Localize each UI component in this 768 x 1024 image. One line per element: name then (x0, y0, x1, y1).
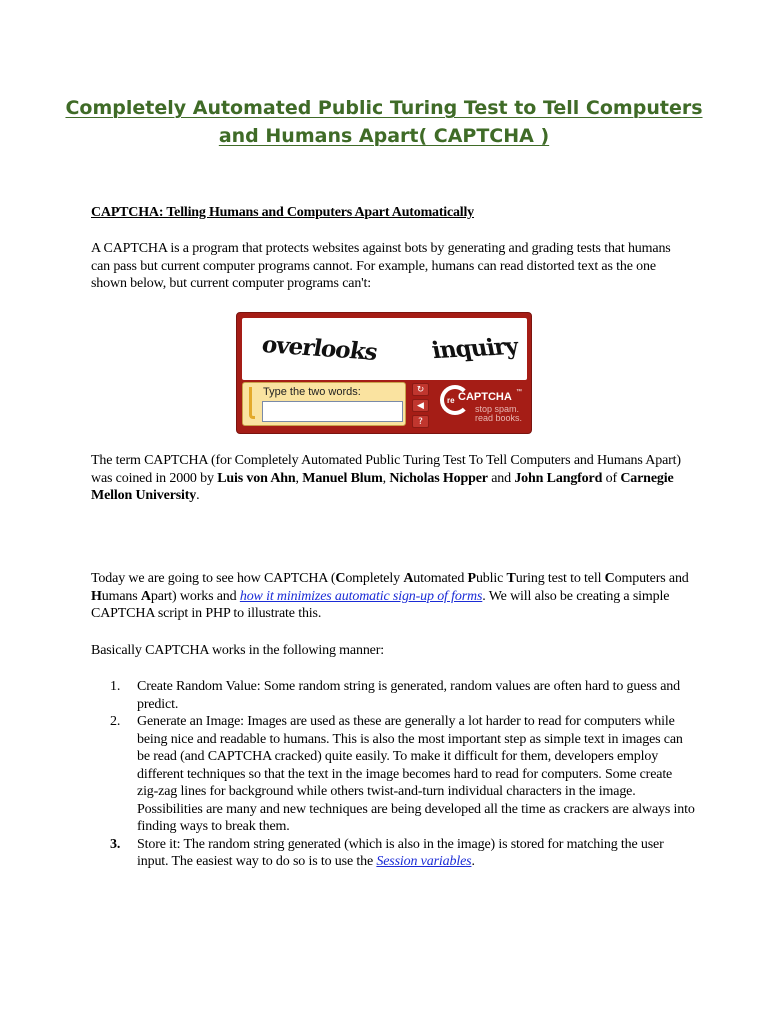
forms-link[interactable]: how it minimizes automatic sign-up of forms (239, 588, 483, 604)
page-title (60, 94, 708, 150)
tagline-line-1: stop spam. (475, 404, 520, 414)
coined-paragraph (91, 452, 691, 505)
section-heading: CAPTCHA: Telling Humans and Computers Apart Automatically (91, 205, 474, 220)
separator: , (382, 470, 390, 486)
list-item-text: Create Random Value: Some random string is generated, random values are often hard to guess and predict. (137, 679, 681, 712)
list-number: 1. (110, 679, 121, 694)
captcha-input-panel (242, 382, 406, 426)
today-text: uring test to tell (515, 571, 605, 586)
steps-list (110, 678, 695, 871)
today-text: utomated (413, 571, 468, 586)
list-item (110, 836, 695, 871)
list-number: 2. (110, 714, 121, 729)
list-number: 3. (110, 836, 121, 852)
logo-tagline (475, 405, 522, 423)
arrow-icon (249, 387, 255, 419)
basically-paragraph: Basically CAPTCHA works in the following manner: (91, 643, 384, 658)
acronym-letter: A (403, 571, 414, 586)
separator: of (602, 470, 621, 486)
captcha-word-1: overlooks (259, 331, 379, 366)
logo-name: CAPTCHA (458, 391, 512, 403)
separator: and (487, 470, 515, 486)
list-item-text: Generate an Image: Images are used as these are generally a lot harder to read for computers while being nice and readable to humans. This is also the most important step as simple text in images can be read (and CAPTCHA cracked) quite easily. To make it difficult for them, developers employ different techniques so that the text in the image becomes hard to read for computers. Some create zig-zag lines for background while others twist-and-turn individual characters in the image. Possibilities are many and new techniques are being developed all the time as crackers are always into finding ways to break them. (137, 714, 695, 834)
list-item (110, 713, 695, 836)
acronym-letter: C (604, 571, 615, 586)
today-text: . We will also be creating a simple CAPTCHA script in PHP to illustrate this. (91, 588, 670, 621)
intro-paragraph: A CAPTCHA is a program that protects websites against bots by generating and grading tests that humans can pass but current computer programs cannot. For example, humans can read distorted text as the one shown below, but current computer programs can't: (91, 241, 671, 291)
reload-icon[interactable]: ↻ (412, 383, 429, 396)
logo-trademark: ™ (516, 389, 522, 395)
captcha-image (242, 318, 527, 380)
title-line-1: Completely Automated Public Turing Test to Tell Computers (65, 97, 703, 119)
period: . (471, 854, 475, 869)
acronym-letter: P (467, 571, 476, 586)
session-variables-link[interactable]: Session variables (376, 854, 472, 869)
captcha-word-2: inquiry (429, 332, 521, 365)
person-name: John Langford (514, 470, 603, 486)
captcha-input-label: Type the two words: (263, 386, 361, 398)
person-name: Luis von Ahn (217, 470, 296, 486)
list-item (110, 678, 695, 713)
logo-re: re (447, 396, 455, 405)
acronym-letter: C (335, 571, 346, 586)
period: . (196, 488, 200, 503)
captcha-answer-input[interactable] (262, 401, 403, 422)
acronym-letter: T (506, 571, 516, 586)
today-text: Today we are going to see how CAPTCHA ( (91, 571, 336, 586)
person-name: Nicholas Hopper (389, 470, 488, 486)
acronym-letter: A (140, 588, 151, 604)
today-text: ompletely (345, 571, 404, 586)
organization-name: Carnegie Mellon University (91, 470, 674, 503)
tagline-line-2: read books. (475, 413, 523, 423)
coined-text: The term CAPTCHA (for Completely Automated Public Turing Test To Tell Computers and Humans Apart) was coined in 2000 by (91, 453, 681, 486)
list-item-text: Store it: The random string generated (which is also in the image) is stored for matching the user input. The easiest way to do so is to use the (137, 836, 664, 869)
recaptcha-widget (236, 312, 532, 434)
help-icon[interactable]: ? (412, 415, 429, 428)
today-text: umans (101, 588, 141, 604)
today-text: omputers and (614, 571, 689, 586)
today-text: ublic (475, 571, 507, 586)
title-line-2: and Humans Apart( CAPTCHA ) (218, 125, 550, 147)
separator: , (295, 470, 303, 486)
person-name: Manuel Blum (302, 470, 383, 486)
acronym-letter: H (91, 588, 102, 604)
today-text: part) works and (150, 588, 240, 604)
today-paragraph (91, 570, 691, 623)
audio-icon[interactable]: ◀ (412, 399, 429, 412)
